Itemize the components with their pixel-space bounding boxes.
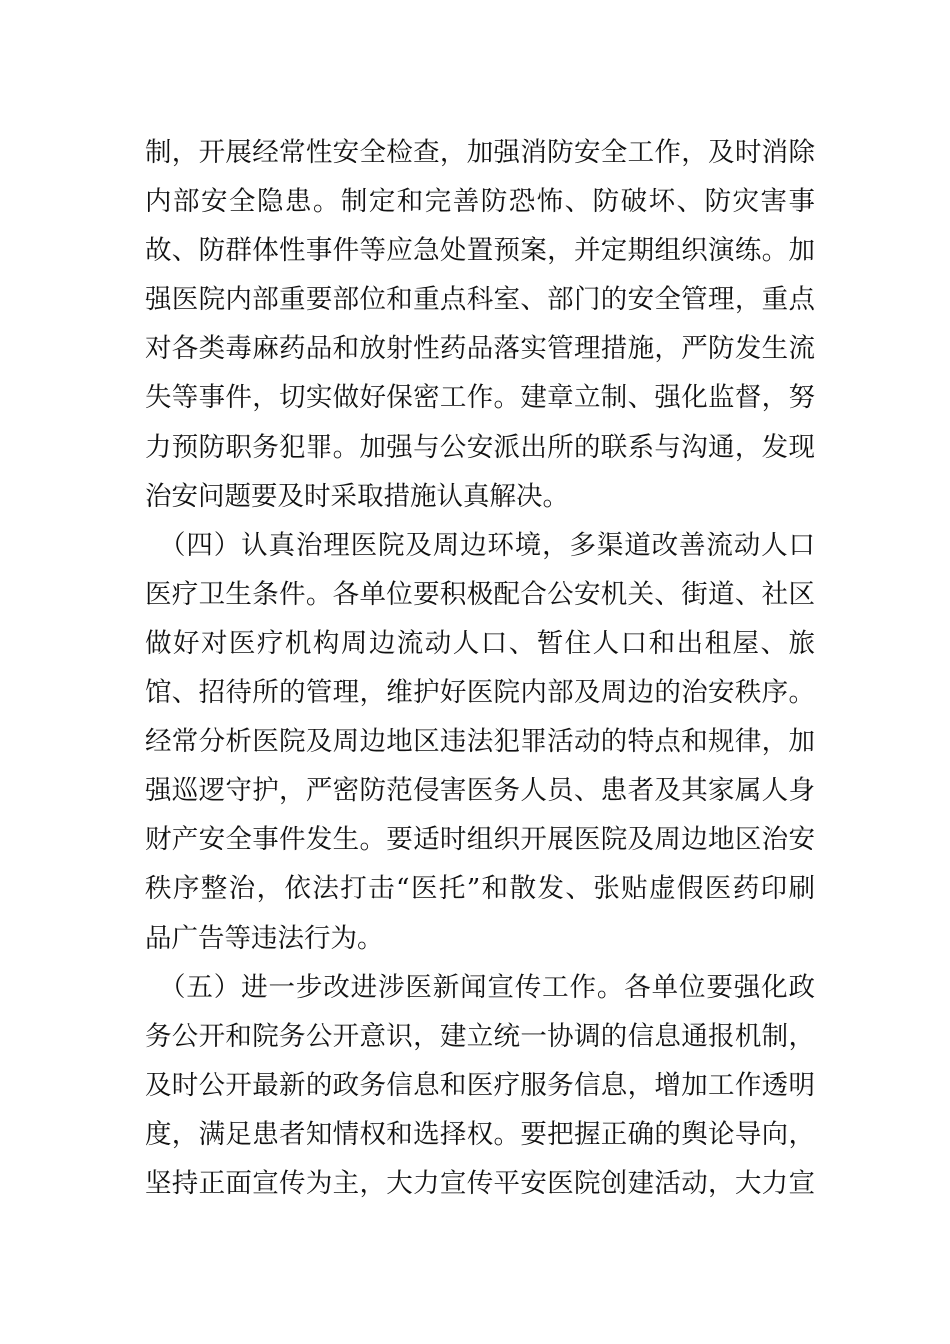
- text-line: 做好对医疗机构周边流动人口、暂住人口和出租屋、旅: [145, 627, 815, 659]
- text-line: 内部安全隐患。制定和完善防恐怖、防破坏、防灾害事: [145, 186, 815, 218]
- text-line: 度，满足患者知情权和选择权。要把握正确的舆论导向，: [145, 1118, 815, 1150]
- text-line: 失等事件，切实做好保密工作。建章立制、强化监督，努: [145, 382, 815, 414]
- text-line: 强医院内部重要部位和重点科室、部门的安全管理，重点: [145, 284, 815, 316]
- text-line: 强巡逻守护，严密防范侵害医务人员、患者及其家属人身: [145, 775, 815, 807]
- text-line: 秩序整治，依法打击“医托”和散发、张贴虚假医药印刷: [145, 873, 815, 905]
- text-line: 力预防职务犯罪。加强与公安派出所的联系与沟通，发现: [145, 431, 815, 463]
- section-four-heading-line: （四）认真治理医院及周边环境，多渠道改善流动人口: [159, 529, 815, 561]
- text-line: 财产安全事件发生。要适时组织开展医院及周边地区治安: [145, 824, 815, 856]
- text-line: 故、防群体性事件等应急处置预案，并定期组织演练。加: [145, 235, 815, 267]
- text-line: 坚持正面宣传为主，大力宣传平安医院创建活动，大力宣: [145, 1167, 815, 1199]
- section-five-heading-line: （五）进一步改进涉医新闻宣传工作。各单位要强化政: [159, 971, 815, 1003]
- text-line: 医疗卫生条件。各单位要积极配合公安机关、街道、社区: [145, 578, 815, 610]
- text-line: 制，开展经常性安全检查，加强消防安全工作，及时消除: [145, 137, 815, 168]
- text-line: 品广告等违法行为。: [145, 922, 384, 954]
- text-line: 对各类毒麻药品和放射性药品落实管理措施，严防发生流: [145, 333, 815, 365]
- text-line: 及时公开最新的政务信息和医疗服务信息，增加工作透明: [145, 1069, 815, 1101]
- text-line: 经常分析医院及周边地区违法犯罪活动的特点和规律，加: [145, 726, 815, 758]
- text-line: 馆、招待所的管理，维护好医院内部及周边的治安秩序。: [145, 677, 815, 709]
- body-text: [145, 128, 815, 1208]
- text-line: 治安问题要及时采取措施认真解决。: [145, 480, 569, 512]
- text-line: 务公开和院务公开意识，建立统一协调的信息通报机制，: [145, 1020, 815, 1052]
